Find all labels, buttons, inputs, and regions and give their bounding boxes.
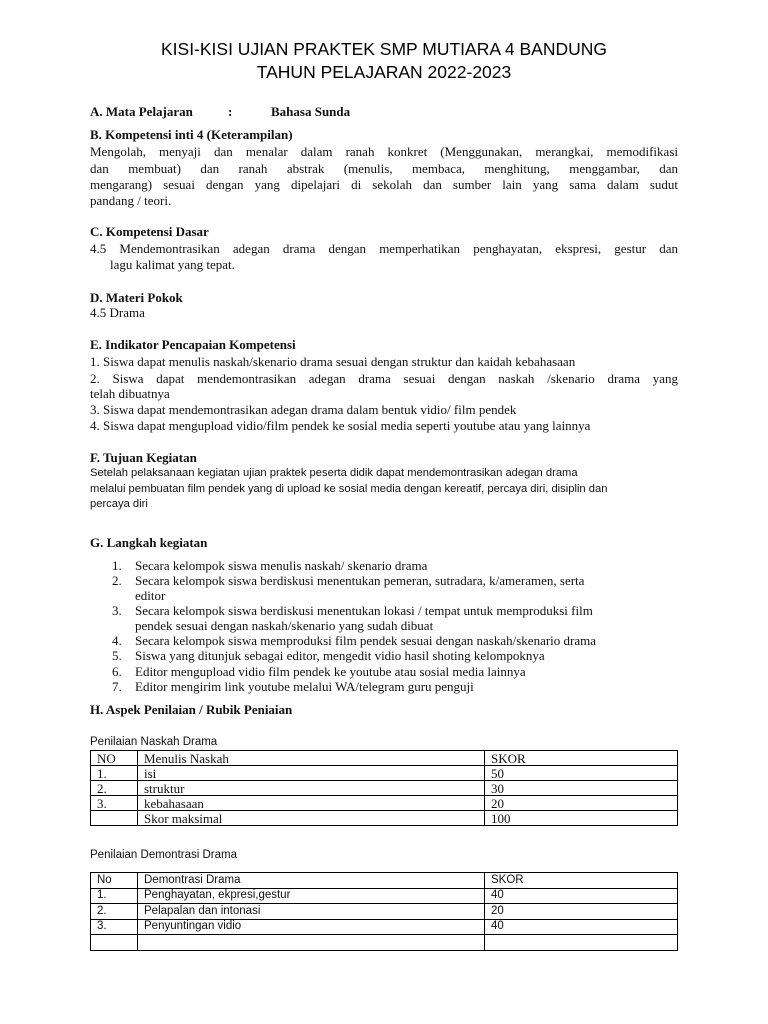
step-number: 5. xyxy=(112,648,122,663)
section-b-text-line: Mengolah, menyaji dan menalar dalam ranah konkret (Menggunakan, merangkai, memodifikasi xyxy=(90,144,678,159)
table-cell xyxy=(485,935,678,951)
indicator-item: 1. Siswa dapat menulis naskah/skenario drama sesuai dengan struktur dan kaidah kebahasaan xyxy=(90,354,576,369)
table-header-cell: Menulis Naskah xyxy=(138,751,485,766)
step-text: Secara kelompok siswa menulis naskah/ skenario drama xyxy=(135,558,428,573)
table-row xyxy=(91,888,678,904)
section-e-heading: E. Indikator Pencapaian Kompetensi xyxy=(90,337,296,352)
table-row xyxy=(91,935,678,951)
section-b-text-line: dan membuat) dan ranah abstrak (menulis, membaca, menghitung, menggambar, dan xyxy=(90,161,678,176)
document-title-line-1: KISI-KISI UJIAN PRAKTEK SMP MUTIARA 4 BANDUNG xyxy=(160,39,608,59)
table-cell: 3. xyxy=(91,796,138,811)
table-cell: kebahasaan xyxy=(138,796,485,811)
step-number: 1. xyxy=(112,558,122,573)
table-cell: 20 xyxy=(485,796,678,811)
table-cell: 40 xyxy=(485,919,678,935)
table-cell: 50 xyxy=(485,766,678,781)
section-a-value: Bahasa Sunda xyxy=(271,104,351,119)
table-header-row xyxy=(91,873,678,889)
section-h-heading: H. Aspek Penilaian / Rubik Peniaian xyxy=(90,702,293,717)
section-d-text: 4.5 Drama xyxy=(90,305,145,320)
section-c-text-line: lagu kalimat yang tepat. xyxy=(110,257,235,272)
table-cell: 2. xyxy=(91,781,138,796)
table-cell: 20 xyxy=(485,904,678,920)
table-cell: 1. xyxy=(91,766,138,781)
section-b-text-line: mengarang) sesuai dengan yang dipelajari di sekolah dan sumber lain yang sama dalam sudut xyxy=(90,177,678,192)
step-number: 4. xyxy=(112,633,122,648)
table-row xyxy=(91,919,678,935)
table-cell: 100 xyxy=(485,811,678,826)
step-number: 6. xyxy=(112,664,122,679)
section-c-text-line: 4.5 Mendemontrasikan adegan drama dengan memperhatikan penghayatan, ekspresi, gestur dan xyxy=(90,241,678,256)
table-cell xyxy=(91,935,138,951)
table-cell: Penghayatan, ekpresi,gestur xyxy=(138,888,485,904)
table-penilaian-naskah xyxy=(90,750,678,826)
table-header-cell: No xyxy=(91,873,138,889)
step-text: Secara kelompok siswa berdiskusi menentukan pemeran, sutradara, k/ameramen, serta xyxy=(135,573,585,588)
table-cell: isi xyxy=(138,766,485,781)
section-b-text-line: pandang / teori. xyxy=(90,193,172,208)
step-number: 7. xyxy=(112,679,122,694)
table-cell: 1. xyxy=(91,888,138,904)
table-cell xyxy=(91,811,138,826)
table-header-row xyxy=(91,751,678,766)
table-cell: 30 xyxy=(485,781,678,796)
step-text: Editor mengirim link youtube melalui WA/telegram guru penguji xyxy=(135,679,474,694)
table-row xyxy=(91,904,678,920)
section-g-heading: G. Langkah kegiatan xyxy=(90,535,208,550)
step-text: Editor mengupload vidio film pendek ke youtube atau sosial media lainnya xyxy=(135,664,526,679)
section-c-heading: C. Kompetensi Dasar xyxy=(90,224,209,239)
document-title-line-2: TAHUN PELAJARAN 2022-2023 xyxy=(256,62,512,82)
table-cell: 3. xyxy=(91,919,138,935)
table-header-cell: SKOR xyxy=(485,873,678,889)
indicator-item: 4. Siswa dapat mengupload vidio/film pendek ke sosial media seperti youtube atau yang lainnya xyxy=(90,418,591,433)
step-text: Secara kelompok siswa memproduksi film pendek sesuai dengan naskah/skenario drama xyxy=(135,633,597,648)
step-number: 3. xyxy=(112,603,122,618)
indicator-item: 2. Siswa dapat mendemontrasikan adegan drama sesuai dengan naskah /skenario drama yang xyxy=(90,371,678,386)
section-a-label: A. Mata Pelajaran xyxy=(90,104,193,119)
table1-caption: Penilaian Naskah Drama xyxy=(90,736,218,748)
table2-caption: Penilaian Demontrasi Drama xyxy=(90,849,238,861)
table-cell: Pelapalan dan intonasi xyxy=(138,904,485,920)
table-cell xyxy=(138,935,485,951)
table-row xyxy=(91,811,678,826)
section-a-separator: : xyxy=(228,104,233,119)
step-number: 2. xyxy=(112,573,122,588)
step-text: Siswa yang ditunjuk sebagai editor, mengedit vidio hasil shoting kelompoknya xyxy=(135,648,545,663)
table-header-cell: NO xyxy=(91,751,138,766)
table-row xyxy=(91,796,678,811)
step-text: pendek sesuai dengan naskah/skenario yang sudah dibuat xyxy=(135,618,434,633)
table-cell: Skor maksimal xyxy=(138,811,485,826)
section-f-heading: F. Tujuan Kegiatan xyxy=(90,450,197,465)
table-cell: 2. xyxy=(91,904,138,920)
table-penilaian-demontrasi xyxy=(90,872,678,951)
table-cell: 40 xyxy=(485,888,678,904)
table-cell: Penyuntingan vidio xyxy=(138,919,485,935)
table-header-cell: SKOR xyxy=(485,751,678,766)
table-header-cell: Demontrasi Drama xyxy=(138,873,485,889)
indicator-item: telah dibuatnya xyxy=(90,386,170,401)
section-f-text-line: melalui pembuatan film pendek yang di upload ke sosial media dengan kereatif, percaya diri, disiplin dan xyxy=(90,483,608,495)
table-cell: struktur xyxy=(138,781,485,796)
section-f-text-line: Setelah pelaksanaan kegiatan ujian praktek peserta didik dapat mendemontrasikan adegan drama xyxy=(90,467,578,479)
step-text: Secara kelompok siswa berdiskusi menentukan lokasi / tempat untuk memproduksi film xyxy=(135,603,593,618)
table-row xyxy=(91,781,678,796)
indicator-item: 3. Siswa dapat mendemontrasikan adegan drama dalam bentuk vidio/ film pendek xyxy=(90,402,517,417)
section-d-heading: D. Materi Pokok xyxy=(90,290,183,305)
section-b-heading: B. Kompetensi inti 4 (Keterampilan) xyxy=(90,127,293,142)
section-f-text-line: percaya diri xyxy=(90,498,148,510)
table-row xyxy=(91,766,678,781)
step-text: editor xyxy=(135,588,166,603)
